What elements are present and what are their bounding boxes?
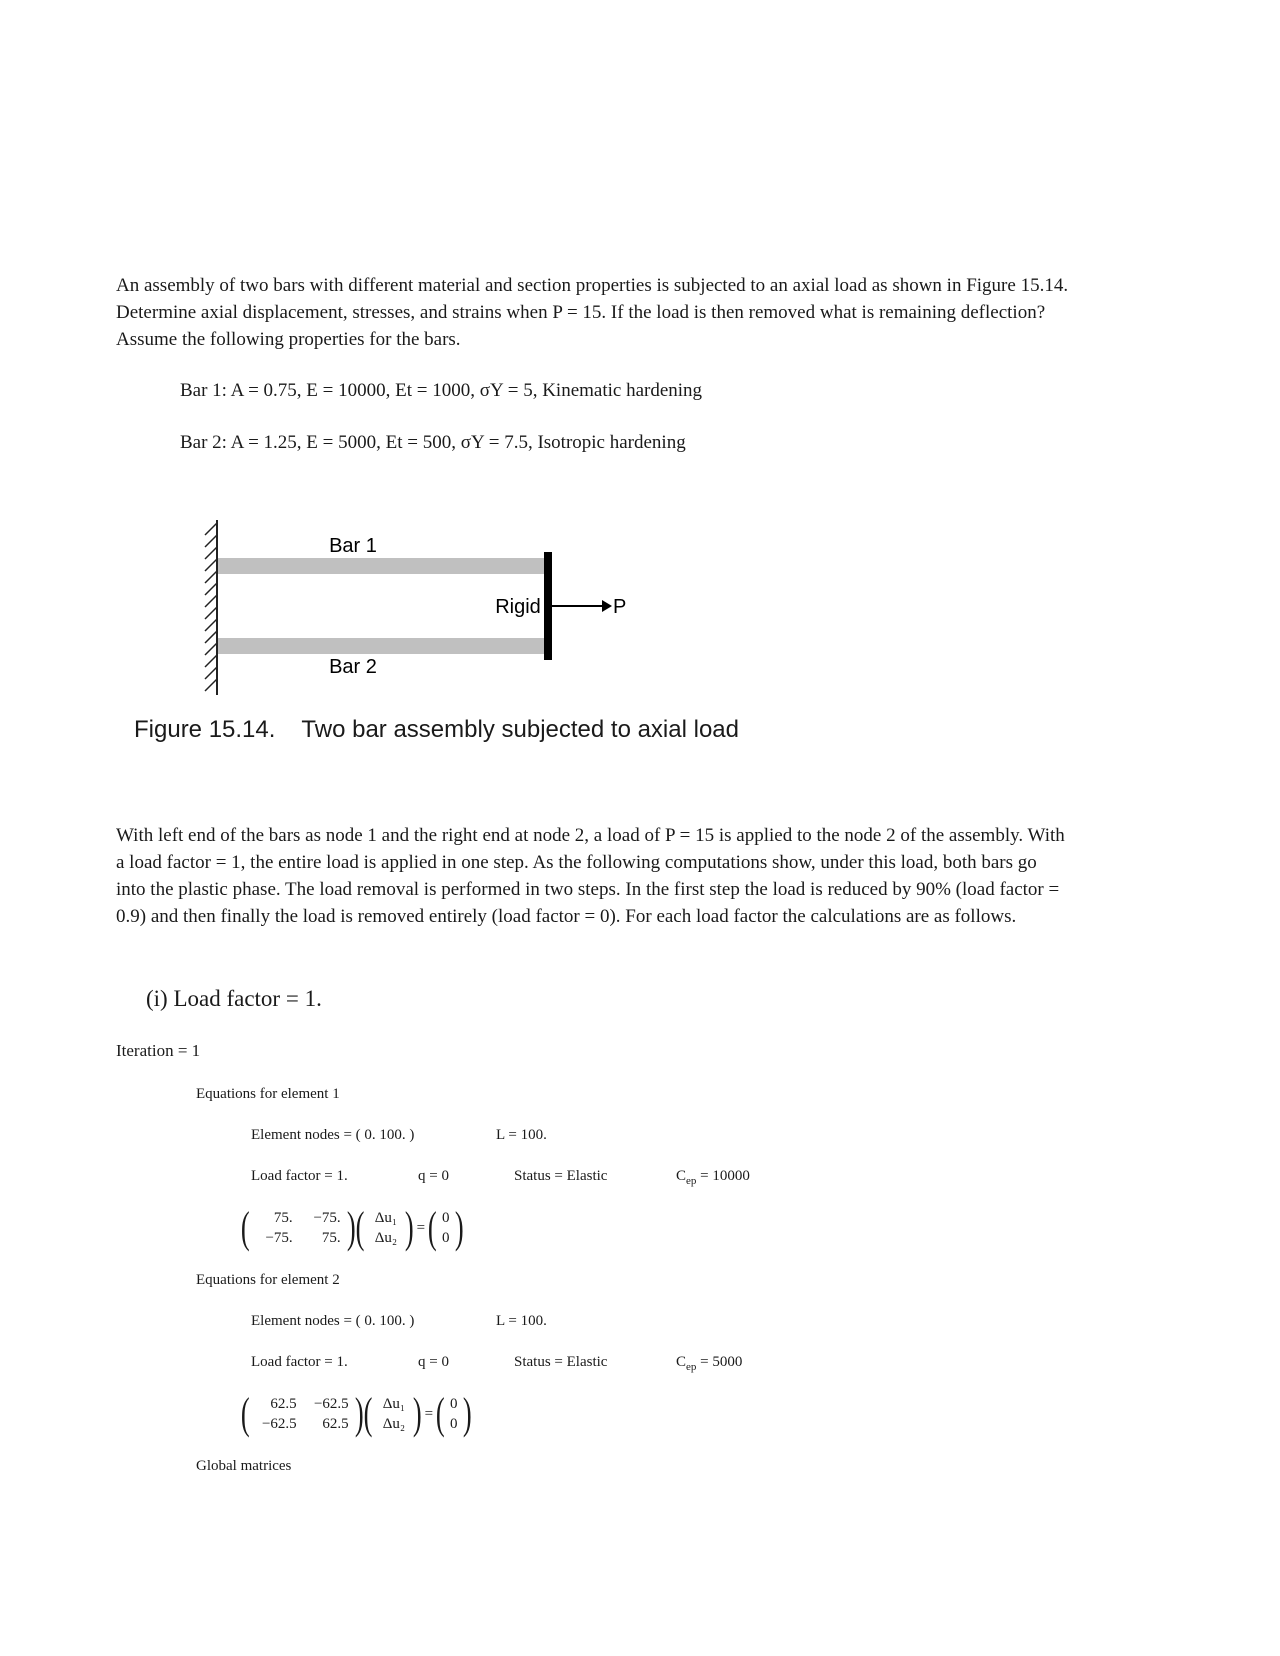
rhs-cell: 0	[450, 1396, 458, 1412]
rhs-cell: 0	[442, 1230, 450, 1246]
intro-line-3: Assume the following properties for the bars.	[116, 329, 461, 350]
two-bar-figure	[180, 515, 700, 695]
rhs-cell: 0	[450, 1416, 458, 1432]
load-arrow-head	[602, 600, 612, 612]
description-paragraph	[116, 822, 1172, 930]
element2-rhs	[448, 1394, 460, 1434]
unknown-cell: Δu₁	[382, 1396, 406, 1412]
element1-title: Equations for element 1	[196, 1086, 340, 1102]
element2-cep	[676, 1354, 742, 1373]
equals-sign: =	[424, 1405, 434, 1422]
matrix-cell: −62.5	[261, 1416, 297, 1432]
element1-cep-sub: ep	[686, 1175, 697, 1187]
element1-equation: ( 75. −75. −75. 75. )( Δu₁ Δu₂ ) = ( 0 0 )	[240, 1203, 464, 1252]
description-line-1: With left end of the bars as node 1 and the right end at node 2, a load of P = 15 is applied to the node 2 of the assembly. With	[116, 825, 1065, 846]
iteration-label: Iteration = 1	[116, 1041, 201, 1060]
unknown-cell: Δu₂	[382, 1416, 406, 1432]
element2-status: Status = Elastic	[514, 1354, 608, 1370]
element2-matrix-col-2	[297, 1394, 349, 1434]
rigid-label: Rigid	[495, 596, 541, 618]
figure-caption	[134, 716, 739, 744]
bar-2	[218, 638, 544, 654]
equals-sign: =	[416, 1219, 426, 1236]
element1-matrix-col-1	[253, 1208, 293, 1248]
wall-hatching	[205, 523, 217, 691]
element2-cep-label: C	[676, 1354, 687, 1370]
element2-length: L = 100.	[496, 1313, 547, 1329]
element1-load-factor: Load factor = 1.	[251, 1168, 348, 1184]
element1-unknowns	[370, 1208, 402, 1248]
bar-1	[218, 558, 544, 574]
description-line-3: into the plastic phase. The load removal is performed in two steps. In the first step the load is reduced by 90% (load factor =	[116, 879, 1060, 900]
element2-q: q = 0	[418, 1354, 449, 1370]
figure-number: Figure 15.14.	[134, 716, 276, 743]
element2-equation: ( 62.5 −62.5 −62.5 62.5 )( Δu₁ Δu₂ ) = ( 0 0 )	[240, 1389, 472, 1438]
matrix-cell: 75.	[273, 1210, 293, 1226]
element1-rhs	[440, 1208, 452, 1248]
element2-matrix-col-1	[253, 1394, 297, 1434]
intro-line-2: Determine axial displacement, stresses, and strains when P = 15. If the load is then removed what is remaining deflection?	[116, 302, 1046, 323]
element2-cep-sub: ep	[686, 1361, 697, 1373]
unknown-cell: Δu₂	[374, 1230, 398, 1246]
element2-cep-value: = 5000	[696, 1354, 743, 1370]
matrix-cell: 75.	[321, 1230, 341, 1246]
element2-unknowns	[378, 1394, 410, 1434]
intro-line-1: An assembly of two bars with different material and section properties is subjected to an axial load as shown in Figure 15.14.	[116, 275, 1069, 296]
element1-length: L = 100.	[496, 1127, 547, 1143]
element2-title: Equations for element 2	[196, 1272, 340, 1288]
figure-caption-text: Two bar assembly subjected to axial load	[301, 716, 739, 743]
bar1-properties: Bar 1: A = 0.75, E = 10000, Et = 1000, σY = 5, Kinematic hardening	[180, 380, 703, 401]
description-line-4: 0.9) and then finally the load is removed entirely (load factor = 0). For each load factor the calculations are as follows.	[116, 906, 1017, 927]
load-p-label: P	[613, 596, 627, 618]
bar1-label: Bar 1	[329, 535, 377, 557]
matrix-cell: −75.	[313, 1210, 341, 1226]
element1-nodes: Element nodes = ( 0. 100. )	[251, 1127, 415, 1143]
matrix-cell: 62.5	[322, 1416, 349, 1432]
element1-cep-value: = 10000	[696, 1168, 750, 1184]
element1-status: Status = Elastic	[514, 1168, 608, 1184]
intro-paragraph	[116, 272, 1172, 353]
bar2-label: Bar 2	[329, 656, 377, 678]
element1-cep	[676, 1168, 750, 1187]
element2-nodes: Element nodes = ( 0. 100. )	[251, 1313, 415, 1329]
matrix-cell: 62.5	[270, 1396, 297, 1412]
bar2-properties: Bar 2: A = 1.25, E = 5000, Et = 500, σY = 7.5, Isotropic hardening	[180, 432, 686, 453]
unknown-cell: Δu₁	[374, 1210, 398, 1226]
matrix-cell: −75.	[265, 1230, 293, 1246]
element1-matrix-col-2	[293, 1208, 341, 1248]
matrix-cell: −62.5	[313, 1396, 349, 1412]
rigid-plate	[544, 552, 552, 660]
global-matrices-title: Global matrices	[196, 1458, 292, 1474]
description-line-2: a load factor = 1, the entire load is applied in one step. As the following computations show, under this load, both bars go	[116, 852, 1037, 873]
element2-load-factor: Load factor = 1.	[251, 1354, 348, 1370]
section-heading: (i) Load factor = 1.	[146, 986, 322, 1011]
element1-q: q = 0	[418, 1168, 449, 1184]
rhs-cell: 0	[442, 1210, 450, 1226]
element1-cep-label: C	[676, 1168, 687, 1184]
